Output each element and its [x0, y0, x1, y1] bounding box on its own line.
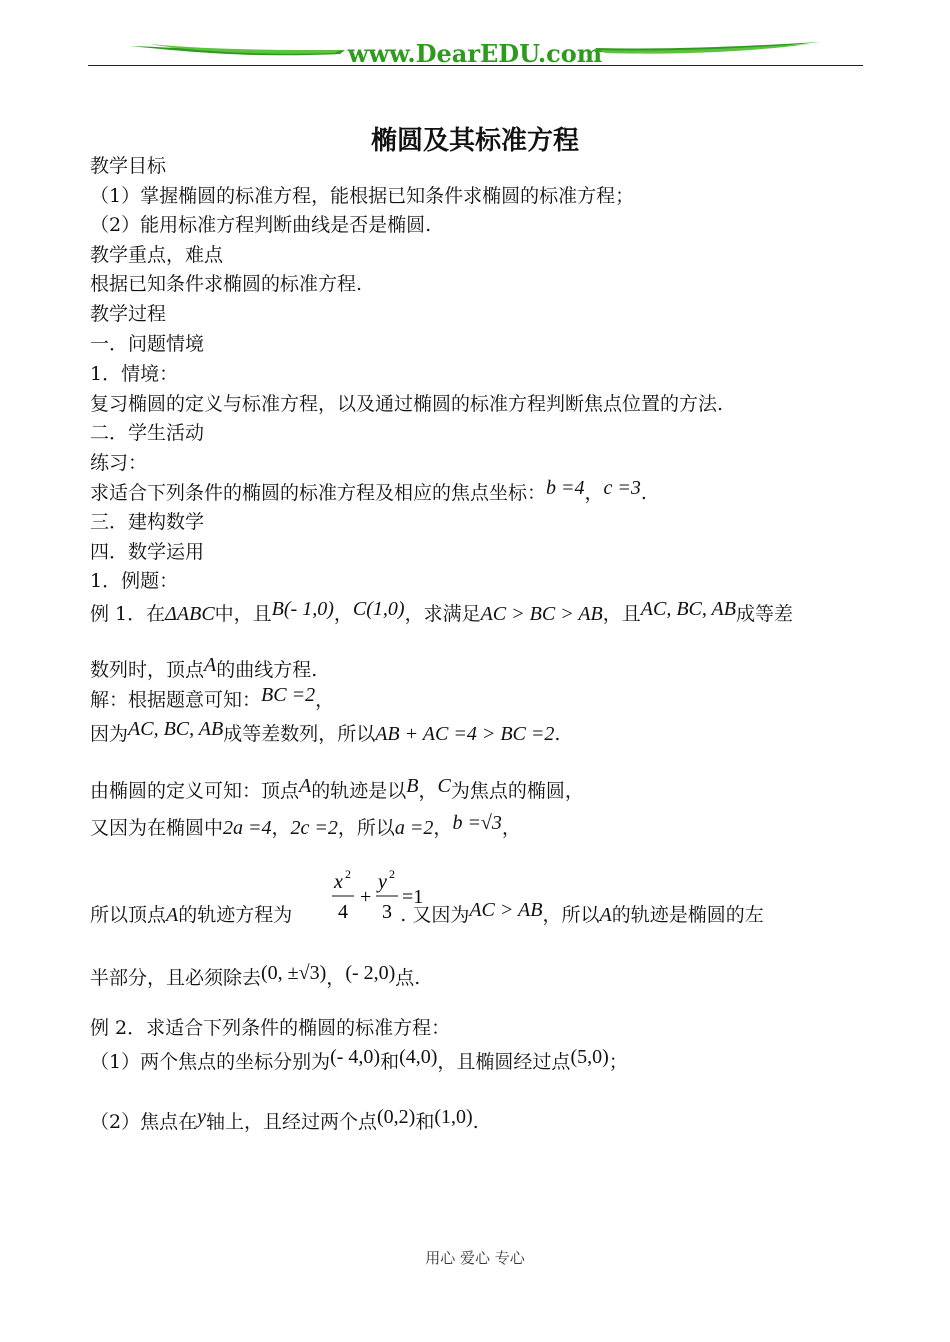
- math-triangle-abc: ΔABC: [165, 603, 215, 625]
- page-title: 椭圆及其标准方程: [370, 126, 579, 156]
- logo-text: www.DearEDU.com: [347, 39, 603, 68]
- exercise-heading: 练习：: [90, 452, 148, 474]
- section-process: 教学过程: [90, 303, 167, 325]
- math-b-eq-4: b =4: [546, 477, 585, 499]
- math-a-eq-2: a =2: [394, 817, 434, 839]
- solution-line-2: 因为AC, BC, AB成等差数列，所以AB + AC =4 > BC =2.: [90, 718, 561, 745]
- math-a: A: [299, 775, 312, 797]
- math-bc-eq-2: BC =2: [261, 684, 316, 706]
- math-y: y: [197, 1106, 206, 1128]
- example-1-text-cont: 数列时，顶点A的曲线方程.: [90, 654, 318, 681]
- math-ac-gt-ab: AC > AB: [469, 899, 543, 921]
- math-point-c: C(1,0): [352, 598, 405, 620]
- math-a: A: [166, 904, 179, 926]
- frac-x-exp: 2: [345, 868, 351, 881]
- math-a: A: [599, 904, 612, 926]
- example-2-heading: 例 2．求适合下列条件的椭圆的标准方程：: [90, 1017, 451, 1039]
- frac-y-exp: 2: [389, 868, 395, 881]
- math-b-eq-sqrt3: b =√3: [452, 812, 502, 834]
- situation-heading: 1．情境：: [90, 363, 179, 385]
- frac-plus: +: [360, 886, 372, 908]
- math-point-neg4-0: (- 4,0): [330, 1046, 381, 1068]
- section-objectives: 教学目标: [90, 155, 167, 177]
- math-point-b: B(- 1,0): [271, 598, 334, 620]
- math-sum-inequality: AB + AC =4 > BC =2: [375, 723, 555, 745]
- frac-eq-1: =1: [402, 886, 424, 908]
- frac-x: x: [334, 871, 343, 893]
- math-point-0-pm-sqrt3: (0, ±√3): [261, 962, 327, 984]
- math-point-neg2-0: (- 2,0): [345, 962, 396, 984]
- frac-y: y: [378, 871, 387, 893]
- exercise-text: 求适合下列条件的椭圆的标准方程及相应的焦点坐标：b =4，c =3.: [90, 477, 647, 504]
- math-sides-list: AC, BC, AB: [640, 598, 736, 620]
- objective-2: （2）能用标准方程判断曲线是否是椭圆.: [90, 214, 432, 236]
- part-3-heading: 三．建构数学: [90, 511, 205, 533]
- objective-1: （1）掌握椭圆的标准方程，能根据已知条件求椭圆的标准方程；: [90, 185, 635, 207]
- math-b: B: [406, 775, 419, 797]
- section-key-points: 教学重点，难点: [90, 244, 224, 266]
- solution-line-4: 又因为在椭圆中2a =4，2c =2，所以a =2，b =√3，: [90, 812, 521, 839]
- math-2c-eq-2: 2c =2: [290, 817, 338, 839]
- dearedu-logo: [130, 38, 820, 68]
- part-2-heading: 二．学生活动: [90, 422, 205, 444]
- key-point: 根据已知条件求椭圆的标准方程.: [90, 273, 363, 295]
- frac-den-4: 4: [338, 901, 348, 923]
- math-sides-list: AC, BC, AB: [128, 718, 224, 740]
- examples-heading: 1．例题：: [90, 570, 179, 592]
- header-rule: [88, 65, 863, 66]
- math-point-4-0: (4,0): [399, 1046, 438, 1068]
- math-c: C: [437, 775, 451, 797]
- example-2-part-2: （2）焦点在y轴上，且经过两个点(0,2)和(1,0).: [90, 1106, 479, 1133]
- math-point-1-0: (1,0): [434, 1106, 473, 1128]
- math-c-eq-3: c =3: [603, 477, 641, 499]
- example-2-part-1: （1）两个焦点的坐标分别为(- 4,0)和(4,0)，且椭圆经过点(5,0)；: [90, 1046, 628, 1073]
- solution-line-3: 由椭圆的定义可知：顶点A的轨迹是以B，C为焦点的椭圆，: [90, 775, 584, 802]
- math-a: A: [204, 654, 217, 676]
- example-1-text: 例 1．在ΔABC中，且B(- 1,0)，C(1,0)，求满足AC > BC > AB，且AC, BC, AB成等差: [90, 598, 793, 625]
- math-point-0-2: (0,2): [377, 1106, 416, 1128]
- math-inequality: AC > BC > AB: [480, 603, 603, 625]
- situation-text: 复习椭圆的定义与标准方程，以及通过椭圆的标准方程判断焦点位置的方法.: [90, 393, 724, 415]
- part-4-heading: 四．数学运用: [90, 541, 205, 563]
- math-2a-eq-4: 2a =4: [223, 817, 272, 839]
- math-point-5-0: (5,0): [570, 1046, 609, 1068]
- solution-line-6: 半部分，且必须除去(0, ±√3)，(- 2,0)点.: [90, 962, 421, 989]
- frac-den-3: 3: [382, 901, 392, 923]
- solution-line-5: 所以顶点A的轨迹方程为 . 又因为AC > AB，所以A的轨迹是椭圆的左: [90, 899, 764, 926]
- page-footer: 用心 爱心 专心: [425, 1249, 525, 1267]
- part-1-heading: 一．问题情境: [90, 333, 205, 355]
- solution-line-1: 解：根据题意可知：BC =2，: [90, 684, 335, 711]
